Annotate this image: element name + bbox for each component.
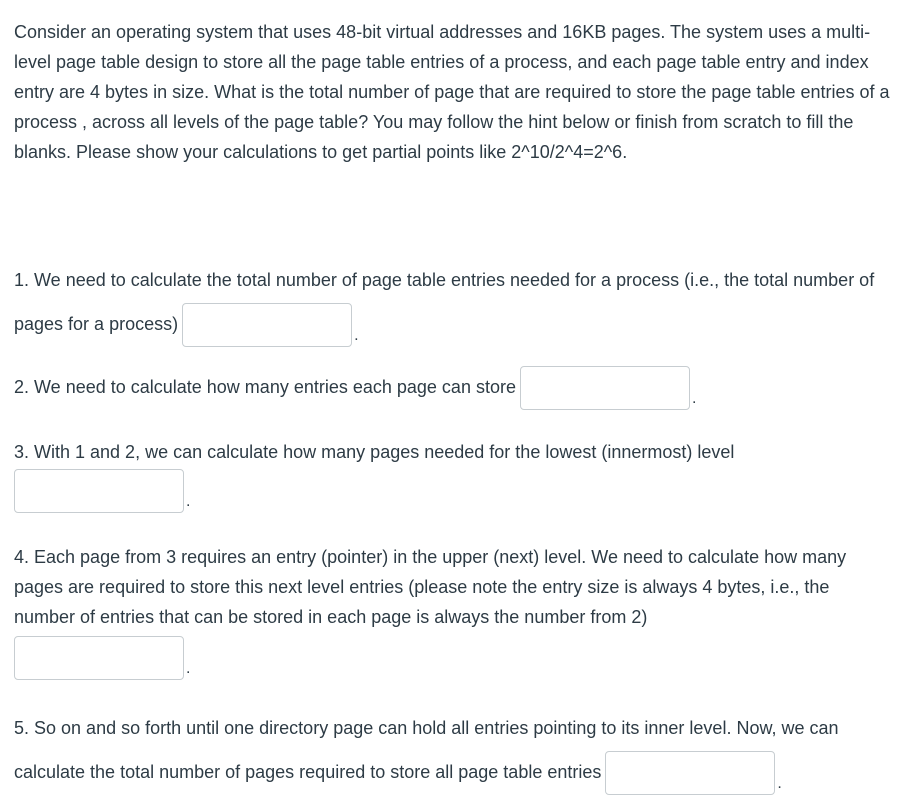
step-4 <box>14 542 892 680</box>
step-1-period: . <box>354 327 359 344</box>
step-5-text: 5. So on and so forth until one directory page can hold all entries pointing to its inner level. Now, we can calculate the total number of pages required to store all page table entries <box>14 718 839 782</box>
step-3 <box>14 437 892 513</box>
step-3-text: 3. With 1 and 2, we can calculate how many pages needed for the lowest (innermost) level <box>14 442 735 462</box>
step-5 <box>14 706 892 796</box>
step-1-answer-input[interactable] <box>182 303 352 347</box>
step-4-answer-input[interactable] <box>14 636 184 680</box>
step-2-period: . <box>691 390 697 407</box>
step-2-answer-input[interactable] <box>520 366 690 410</box>
question-intro: Consider an operating system that uses 48-bit virtual addresses and 16KB pages. The system uses a multi-level page table design to store all the page table entries of a process, and each page table entry and index entry are 4 bytes in size. What is the total number of page that are required to store the page table entries of a process , across all levels of the page table? You may follow the hint below or finish from scratch to fill the blanks. Please show your calculations to get partial points like 2^10/2^4=2^6. <box>14 22 890 162</box>
step-5-answer-input[interactable] <box>605 751 775 795</box>
step-1 <box>14 258 892 348</box>
step-2 <box>14 365 892 411</box>
step-5-period: . <box>777 775 782 792</box>
step-2-text: 2. We need to calculate how many entries each page can store <box>14 377 516 397</box>
step-3-period: . <box>186 492 191 510</box>
step-4-period: . <box>186 659 191 677</box>
step-4-text: 4. Each page from 3 requires an entry (pointer) in the upper (next) level. We need to calculate how many pages are required to store this next level entries (please note the entry size is always 4 bytes, i.e., the number of entries that can be stored in each page is always the number from 2) <box>14 547 847 627</box>
step-1-text: 1. We need to calculate the total number of page table entries needed for a process (i.e., the total number of pages for a process) <box>14 270 875 334</box>
step-3-answer-input[interactable] <box>14 469 184 513</box>
